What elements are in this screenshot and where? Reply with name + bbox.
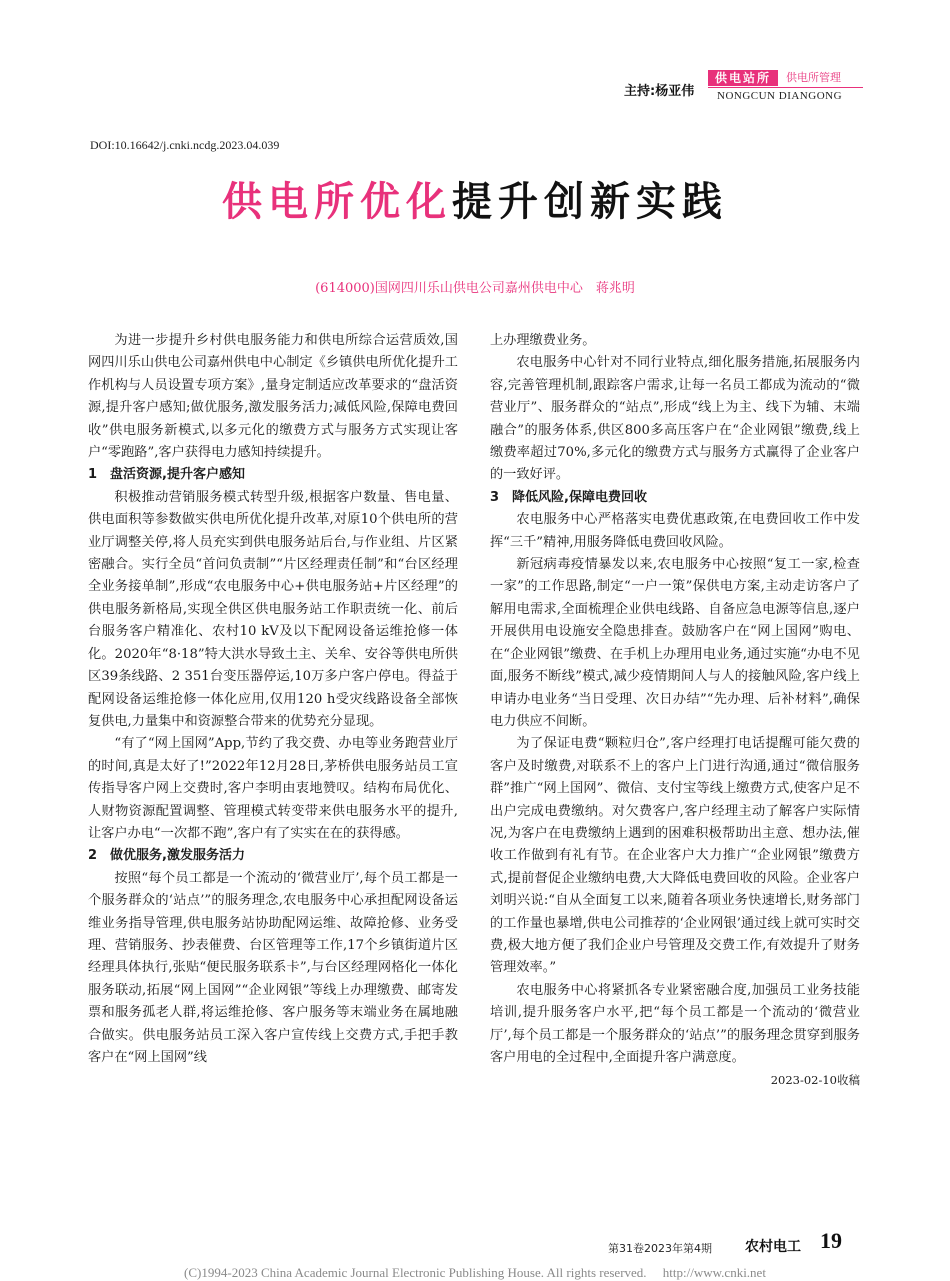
issue-info: 第31卷2023年第4期 [608, 1242, 712, 1255]
section-number: 3 [490, 489, 500, 505]
received-date: 2023-02-10收稿 [770, 1073, 860, 1088]
section-number: 2 [88, 848, 98, 864]
section-heading-text: 降低风险,保障电费回收 [512, 489, 647, 505]
paragraph: 积极推动营销服务模式转型升级,根据客户数量、售电量、供电面积等参数做实供电所优化提升改革,对原10个供电所的营业厅调整关停,将人员充实到供电服务站后台,与作业组、片区紧密融合。实行全员“首问负责制”“片区经理责任制”和“台区经理全业务接单制”,形成“农电服务中心+供电服务站+片区经理”的供电服务新格局,实现全供区供电服务站工作职责统一化、前后台服务客户精准化、农村10 kV及以下配网设备运维抢修一体化。2020年“8·18”特大洪水导致土主、关牟、安谷等供电所供区39条线路、2 351台变压器停运,10万多户客户停电。得益于配网设备运维抢修一体化应用,仅用120 h受灾线路设备全部恢复供电,力量集中和资源整合带来的优势充分显现。 [88, 489, 458, 729]
paragraph-continued: 上办理缴费业务。 [490, 333, 596, 348]
paragraph: 为进一步提升乡村供电服务能力和供电所综合运营质效,国网四川乐山供电公司嘉州供电中心制定《乡镇供电所优化提升工作机构与人员设置专项方案》,量身定制适应改革要求的“盘活资源,提升客户感知;做优服务,激发服务活力;减低风险,保障电费回收”供电服务新模式,以多元化的缴费方式与服务方式实现让客户“零跑路”,客户获得电力感知持续提升。 [88, 333, 458, 461]
doi: DOI:10.16642/j.cnki.ncdg.2023.04.039 [90, 138, 280, 152]
title-part-1: 供电所优化 [222, 179, 452, 225]
paragraph: 农电服务中心将紧抓各专业紧密融合度,加强员工业务技能培训,提升服务客户水平,把“每个员工都是一个流动的‘微营业厅’,每个员工都是一个服务群众的‘站点’”的服务理念贯穿到服务客户用电的全过程中,全面提升客户满意度。 [490, 982, 860, 1065]
title-part-2: 提升创新实践 [452, 179, 728, 225]
paragraph: 新冠病毒疫情暴发以来,农电服务中心按照“复工一家,检查一家”的工作思路,制定“一户一策”保供电方案,主动走访客户了解用电需求,全面梳理企业供电线路、自备应急电源等信息,逐户开展供用电设施安全隐患排查。鼓励客户在“网上国网”购电、在“企业网银”缴费、在手机上办理用电业务,通过实施“办电不见面,服务不断线”模式,减少疫情期间人与人的接触风险,客户线上申请办电业务“当日受理、次日办结”“先办理、后补材料”,确保电力供应不间断。 [490, 557, 860, 729]
paragraph: “有了“网上国网”App,节约了我交费、办电等业务跑营业厅的时间,真是太好了!”2022年12月28日,茅桥供电服务站员工宣传指导客户网上交费时,客户李明由衷地赞叹。结构布局优化、人财物资源配置调整、管理模式转变带来供电服务水平的提升,让客户办电“一次都不跑”,客户有了实实在在的获得感。 [88, 736, 458, 841]
paragraph: 农电服务中心针对不同行业特点,细化服务措施,拓展服务内容,完善管理机制,跟踪客户需求,让每一名员工都成为流动的“微营业厅”、服务群众的“站点”,形成“线上为主、线下为辅、末端融合”的服务体系,供区800多高压客户在“企业网银”缴费,线上缴费率超过70%,多元化的缴费方式与服务方式赢得了企业客户的一致好评。 [490, 355, 860, 483]
host-label: 主持:杨亚伟 [624, 84, 695, 99]
header-divider [708, 87, 863, 88]
author-line: (614000)国网四川乐山供电公司嘉州供电中心 蒋兆明 [315, 281, 635, 296]
section-heading-text: 做优服务,激发服务活力 [110, 848, 245, 864]
sub-section-tag: 供电所管理 [786, 71, 841, 84]
paragraph: 农电服务中心严格落实电费优惠政策,在电费回收工作中发挥“三千”精神,用服务降低电费回收风险。 [490, 512, 860, 550]
journal-name: 农村电工 [745, 1239, 801, 1255]
section-number: 1 [88, 467, 98, 483]
section-heading-1 [88, 464, 458, 486]
section-heading-3 [490, 487, 860, 509]
section-heading-text: 盘活资源,提升客户感知 [110, 467, 245, 483]
paragraph: 为了保证电费“颗粒归仓”,客户经理打电话提醒可能欠费的客户及时缴费,对联系不上的客户上门进行沟通,通过“微信服务群”推广“网上国网”、微信、支付宝等线上缴费方式,使客户足不出户完成电费缴纳。对欠费客户,客户经理主动了解客户实际情况,为客户在电费缴纳上遇到的困难积极帮助出主意、想办法,催收工作做到有礼有节。在企业客户大力推广“企业网银”缴费方式,提前督促企业缴纳电费,大大降低电费回收的风险。企业客户刘明兴说:“自从全面复工以来,随着各项业务快速增长,财务部门的工作量也暴增,供电公司推荐的‘企业网银’通过线上就可实时交费,极大地方便了我们企业户号管理及交费工作,有效提升了财务管理效率。” [490, 736, 860, 976]
magazine-name: NONGCUN DIANGONG [717, 90, 843, 102]
right-column [490, 330, 860, 1092]
paragraph: 按照“每个员工都是一个流动的‘微营业厅’,每个员工都是一个服务群众的‘站点’”的服务理念,农电服务中心承担配网设备运维业务指导管理,供电服务站协助配网运维、故障抢修、业务受理、营销服务、抄表催费、台区管理等工作,17个乡镇街道片区经理具体执行,张贴“便民服务联系卡”,与台区经理网格化一体化服务联动,拓展“网上国网”“企业网银”等线上办理缴费、邮寄发票和服务孤老人群,将运维抢修、客户服务等末端业务在属地融合做实。供电服务站员工深入客户宣传线上交费方式,手把手教客户在“网上国网”线 [88, 870, 458, 1065]
copyright-notice: (C)1994-2023 China Academic Journal Electronic Publishing House. All rights reserved. http://www.cnki.net [184, 1265, 766, 1280]
section-tag: 供电站所 [708, 70, 778, 86]
page-number: 19 [820, 1228, 842, 1253]
article-title [0, 170, 950, 227]
left-column [88, 330, 458, 1069]
section-heading-2 [88, 845, 458, 867]
